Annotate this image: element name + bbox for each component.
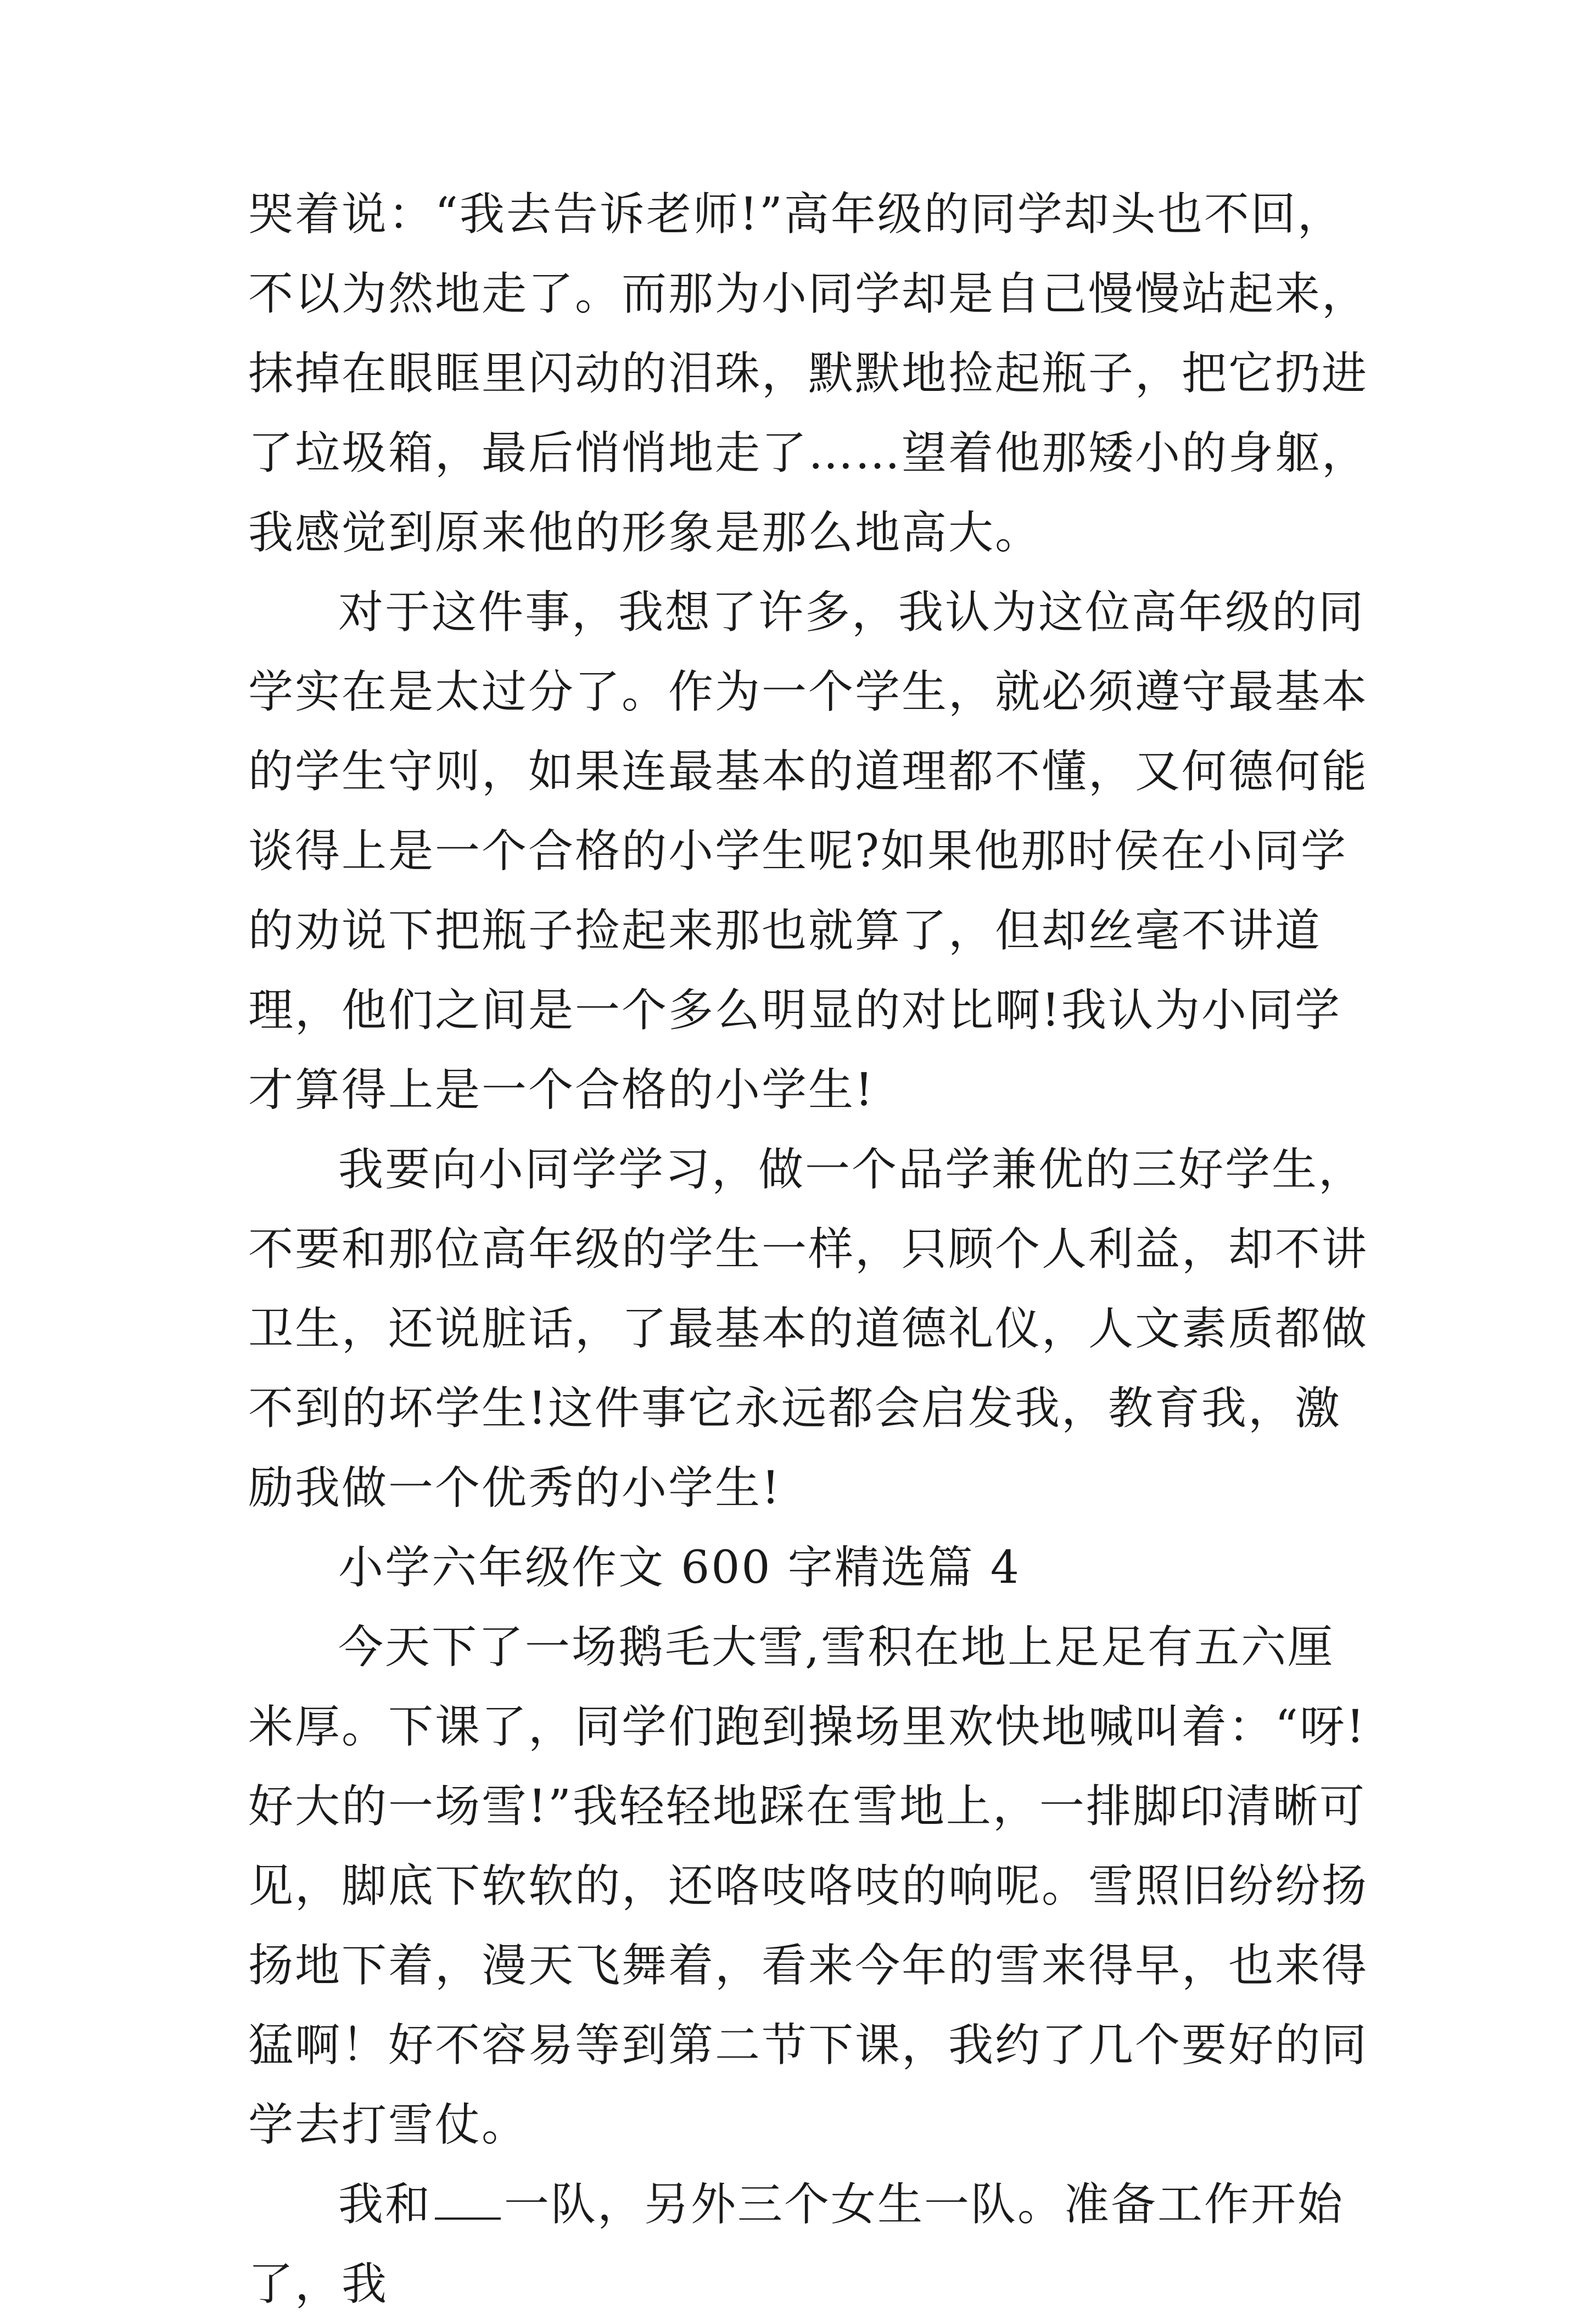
paragraph-4: 今天下了一场鹅毛大雪,雪积在地上足足有五六厘米厚。下课了，同学们跑到操场里欢快地喊叫着：“呀!好大的一场雪!”我轻轻地踩在雪地上，一排脚印清晰可见，脚底下软软的，还咯吱咯吱的响呢。雪照旧纷纷扬扬地下着，漫天飞舞着，看来今年的雪来得早，也来得猛啊！好不容易等到第二节下课，我约了几个要好的同学去打雪仗。 <box>248 1621 1369 2151</box>
section-heading: 小学六年级作文 600 字精选篇 4 <box>338 1542 1021 1594</box>
fill-in-blank <box>435 2179 501 2220</box>
paragraph-5-rest: 一队，另外三个女生一队。准备工作开始了，我 <box>248 2179 1345 2310</box>
paragraph-2: 对于这件事，我想了许多，我认为这位高年级的同学实在是太过分了。作为一个学生，就必须遵守最基本的学生守则，如果连最基本的道理都不懂，又何德何能谈得上是一个合格的小学生呢?如果他那时侯在小同学的劝说下把瓶子捡起来那也就算了，但却丝毫不讲道理，他们之间是一个多么明显的对比啊!我认为小同学才算得上是一个合格的小学生! <box>248 586 1369 1116</box>
paragraph-5-start: 我和 <box>338 2179 432 2231</box>
document-body <box>248 175 1368 2324</box>
paragraph-5 <box>248 2165 1368 2324</box>
paragraph-1: 哭着说：“我去告诉老师!”高年级的同学却头也不回，不以为然地走了。而那为小同学却是自己慢慢站起来，抹掉在眼眶里闪动的泪珠，默默地捡起瓶子，把它扔进了垃圾箱，最后悄悄地走了……望着他那矮小的身躯，我感觉到原来他的形象是那么地高大。 <box>248 188 1369 559</box>
paragraph-3: 我要向小同学学习，做一个品学兼优的三好学生，不要和那位高年级的学生一样，只顾个人利益，却不讲卫生，还说脏话，了最基本的道德礼仪，人文素质都做不到的坏学生!这件事它永远都会启发我，教育我，激励我做一个优秀的小学生! <box>248 1144 1369 1514</box>
